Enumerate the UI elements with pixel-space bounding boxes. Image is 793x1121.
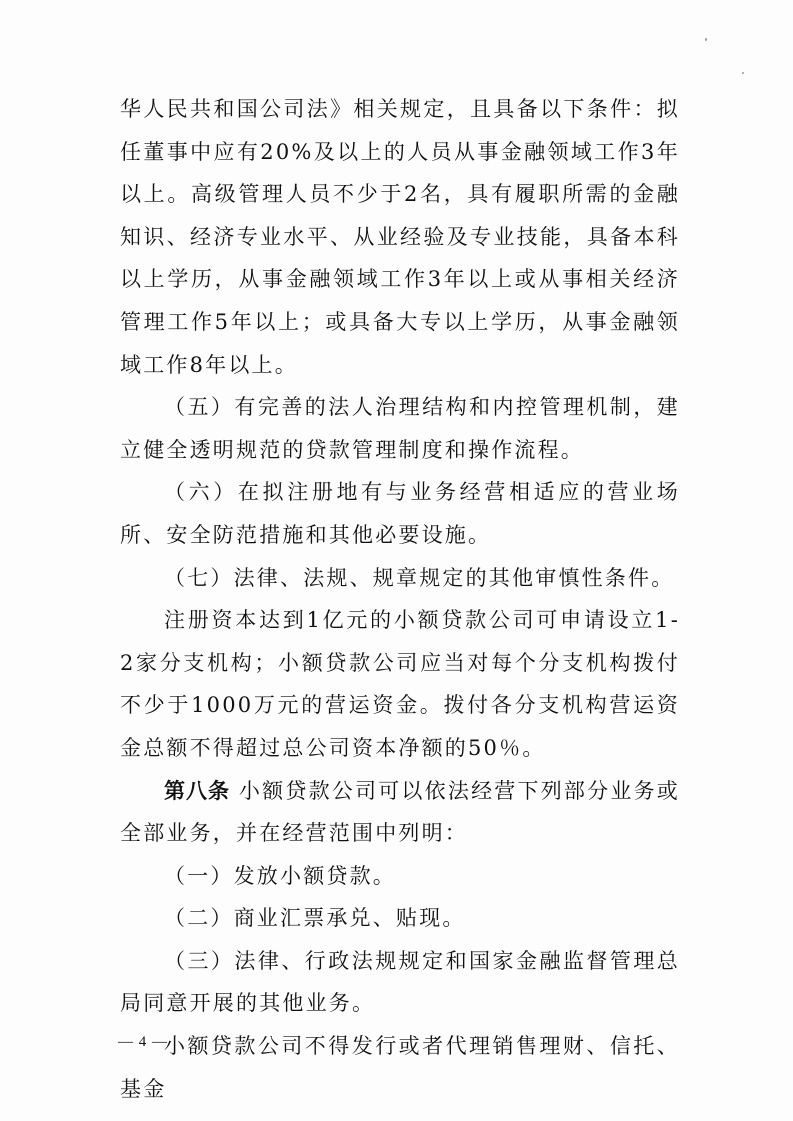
article-eight-heading: 第八条 (164, 777, 231, 803)
document-body (120, 88, 680, 1110)
paragraph-continuation: 华人民共和国公司法》相关规定，且具备以下条件：拟任董事中应有20%及以上的人员从事金融领域工作3年以上。高级管理人员不少于2名，具有履职所需的金融知识、经济专业水平、从业经验及专业技能，具备本科以上学历，从事金融领域工作3年以上或从事相关经济管理工作5年以上；或具备大专以上学历，从事金融领域工作8年以上。 (120, 97, 680, 377)
scan-speck (705, 38, 707, 41)
paragraph-item-six: （六）在拟注册地有与业务经营相适应的营业场所、安全防范措施和其他必要设施。 (120, 480, 680, 547)
scan-speck (742, 72, 744, 74)
paragraph-branch-capital: 注册资本达到1亿元的小额贷款公司可申请设立1-2家分支机构；小额贷款公司应当对每个分支机构拨付不少于1000万元的营运资金。拨付各分支机构营运资金总额不得超过总公司资本净额的50％。 (120, 608, 680, 760)
paragraph-business-one: （一）发放小额贷款。 (164, 863, 396, 888)
paragraph-article-eight (120, 770, 680, 855)
paragraph-business-three: （三）法律、行政法规规定和国家金融监督管理总局同意开展的其他业务。 (120, 948, 680, 1016)
paragraph-item-five: （五）有完善的法人治理结构和内控管理机制，建立健全透明规范的贷款管理制度和操作流程。 (120, 395, 680, 462)
article-eight-text: 小额贷款公司可以依法经营下列部分业务或全部业务，并在经营范围中列明： (120, 778, 680, 846)
paragraph-business-two: （二）商业汇票承兑、贴现。 (164, 906, 466, 931)
paragraph-item-seven: （七）法律、法规、规章规定的其他审慎性条件。 (164, 565, 675, 590)
paragraph-prohibition: 小额贷款公司不得发行或者代理销售理财、信托、基金 (120, 1034, 680, 1101)
page-number: — 4 — (118, 1034, 168, 1050)
